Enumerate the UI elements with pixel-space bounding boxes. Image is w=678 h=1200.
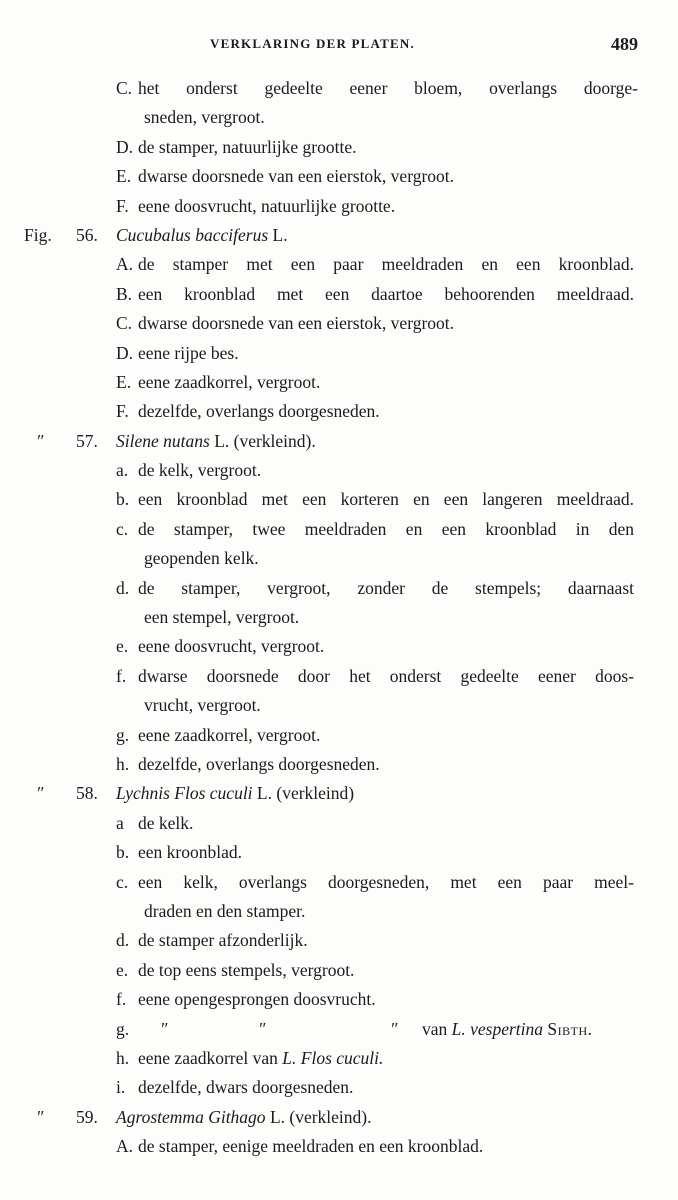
list-item — [0, 74, 678, 103]
species-author: L. (verkleind). — [269, 1106, 372, 1127]
item-letter: E. — [116, 371, 132, 392]
item-letter: D. — [116, 136, 134, 157]
item-text: eene rijpe bes. — [138, 342, 239, 363]
item-letter: c. — [116, 518, 129, 539]
fig-label: Fig. — [24, 224, 52, 245]
item-text — [422, 1015, 593, 1044]
species-heading — [116, 1103, 372, 1132]
species-author: L. — [272, 224, 288, 245]
van-word: van — [422, 1018, 448, 1039]
figure-heading — [0, 1103, 678, 1132]
item-text — [138, 1044, 383, 1073]
ditto-mark: ″ — [160, 1018, 168, 1039]
item-text: dwarse doorsnede door het onderst gedeelte eener doos- — [138, 665, 634, 686]
item-letter: g. — [116, 1018, 130, 1039]
list-item — [0, 133, 678, 162]
ditto-mark: ″ — [36, 783, 44, 804]
item-text: eene doosvrucht, natuurlijke grootte. — [138, 195, 396, 216]
list-item-continuation — [0, 897, 678, 926]
species-name: Agrostemma Githago — [116, 1106, 266, 1127]
list-item — [0, 485, 678, 514]
list-item — [0, 280, 678, 309]
item-letter: a — [116, 812, 124, 833]
item-text: een kelk, overlangs doorgesneden, met een paar meel- — [138, 871, 634, 892]
list-item-continuation — [0, 691, 678, 720]
figure-number: 56. — [76, 224, 98, 245]
figure-number: 59. — [76, 1106, 98, 1127]
list-item — [0, 250, 678, 279]
figure-heading — [0, 427, 678, 456]
item-letter: h. — [116, 1047, 130, 1068]
item-letter: b. — [116, 842, 130, 863]
item-text: eene zaadkorrel, vergroot. — [138, 371, 321, 392]
species-heading — [116, 221, 288, 250]
item-text: de stamper, natuurlijke grootte. — [138, 136, 357, 157]
list-item — [0, 809, 678, 838]
item-text: de stamper, vergroot, zonder de stempels; daarnaast — [138, 577, 634, 598]
list-item — [0, 721, 678, 750]
ditto-mark: ″ — [258, 1018, 266, 1039]
item-letter: i. — [116, 1077, 126, 1098]
plate-explanation-text — [0, 74, 678, 1161]
item-letter: d. — [116, 577, 130, 598]
list-item — [0, 162, 678, 191]
item-letter: f. — [116, 989, 127, 1010]
list-item — [0, 1132, 678, 1161]
list-item — [0, 309, 678, 338]
item-text: de top eens stempels, vergroot. — [138, 959, 355, 980]
list-item — [0, 838, 678, 867]
item-text: draden en den stamper. — [144, 900, 306, 921]
ditto-mark: ″ — [36, 1106, 44, 1127]
figure-number: 58. — [76, 783, 98, 804]
ditto-mark: ″ — [390, 1018, 398, 1039]
item-text: eene zaadkorrel, vergroot. — [138, 724, 321, 745]
species-heading — [116, 779, 354, 808]
species-heading — [116, 427, 316, 456]
list-item — [0, 192, 678, 221]
item-text: de kelk. — [138, 812, 194, 833]
list-item — [0, 1015, 678, 1044]
item-text: een stempel, vergroot. — [144, 607, 300, 628]
page-header — [0, 34, 678, 56]
item-text: dezelfde, overlangs doorgesneden. — [138, 753, 380, 774]
item-letter: h. — [116, 753, 130, 774]
page-number: 489 — [611, 34, 638, 54]
list-item — [0, 515, 678, 544]
item-letter: b. — [116, 489, 130, 510]
item-letter: C. — [116, 313, 133, 334]
item-text-part: eene zaadkorrel van — [138, 1047, 278, 1068]
figure-heading — [0, 221, 678, 250]
list-item-continuation — [0, 603, 678, 632]
list-item — [0, 368, 678, 397]
running-title: VERKLARING DER PLATEN. — [210, 36, 415, 51]
item-letter: F. — [116, 195, 129, 216]
item-text: de stamper met een paar meeldraden en een kroonblad. — [138, 254, 634, 275]
list-item — [0, 574, 678, 603]
list-item — [0, 632, 678, 661]
list-item — [0, 1073, 678, 1102]
item-letter: E. — [116, 166, 132, 187]
species-author: Sibth. — [547, 1018, 593, 1039]
item-letter: B. — [116, 283, 133, 304]
list-item — [0, 956, 678, 985]
item-letter: c. — [116, 871, 129, 892]
item-text: dwarse doorsnede van een eierstok, vergroot. — [138, 166, 455, 187]
list-item — [0, 926, 678, 955]
ditto-mark: ″ — [36, 430, 44, 451]
item-text: eene opengesprongen doosvrucht. — [138, 989, 376, 1010]
item-letter: D. — [116, 342, 134, 363]
item-letter: A. — [116, 254, 134, 275]
figure-heading — [0, 779, 678, 808]
item-letter: g. — [116, 724, 130, 745]
item-text: een kroonblad. — [138, 842, 242, 863]
list-item — [0, 339, 678, 368]
species-author: L. (verkleind). — [214, 430, 316, 451]
item-text: sneden, vergroot. — [144, 107, 265, 128]
item-letter: f. — [116, 665, 127, 686]
list-item — [0, 662, 678, 691]
item-letter: e. — [116, 636, 129, 657]
list-item — [0, 750, 678, 779]
species-name: L. vespertina — [451, 1018, 544, 1039]
item-text: dezelfde, overlangs doorgesneden. — [138, 401, 380, 422]
species-name: Silene nutans — [116, 430, 210, 451]
item-text: een kroonblad met een daartoe behoorenden meeldraad. — [138, 283, 634, 304]
item-text: de stamper, twee meeldraden en een kroonblad in den — [138, 518, 634, 539]
item-text: de stamper afzonderlijk. — [138, 930, 308, 951]
list-item — [0, 397, 678, 426]
item-text: geopenden kelk. — [144, 548, 259, 569]
list-item — [0, 985, 678, 1014]
item-letter: F. — [116, 401, 129, 422]
item-text: de kelk, vergroot. — [138, 460, 262, 481]
item-letter: A. — [116, 1136, 134, 1157]
item-text: vrucht, vergroot. — [144, 695, 261, 716]
item-text: dezelfde, dwars doorgesneden. — [138, 1077, 354, 1098]
item-text: dwarse doorsnede van een eierstok, vergroot. — [138, 313, 455, 334]
item-text: het onderst gedeelte eener bloem, overlangs doorge- — [138, 78, 638, 98]
item-letter: e. — [116, 959, 129, 980]
species-name: Lychnis Flos cuculi — [116, 783, 253, 804]
item-text: de stamper, eenige meeldraden en een kroonblad. — [138, 1136, 484, 1157]
list-item — [0, 456, 678, 485]
item-letter: d. — [116, 930, 130, 951]
list-item — [0, 868, 678, 897]
item-letter: C. — [116, 78, 133, 98]
list-item — [0, 1044, 678, 1073]
figure-number: 57. — [76, 430, 98, 451]
species-name: L. Flos cuculi. — [282, 1047, 384, 1068]
item-letter: a. — [116, 460, 129, 481]
item-text: een kroonblad met een korteren en een langeren meeldraad. — [138, 489, 634, 510]
list-item-continuation — [0, 103, 678, 132]
species-name: Cucubalus bacciferus — [116, 224, 269, 245]
species-author: L. (verkleind) — [256, 783, 355, 804]
list-item-continuation — [0, 544, 678, 573]
item-text: eene doosvrucht, vergroot. — [138, 636, 325, 657]
